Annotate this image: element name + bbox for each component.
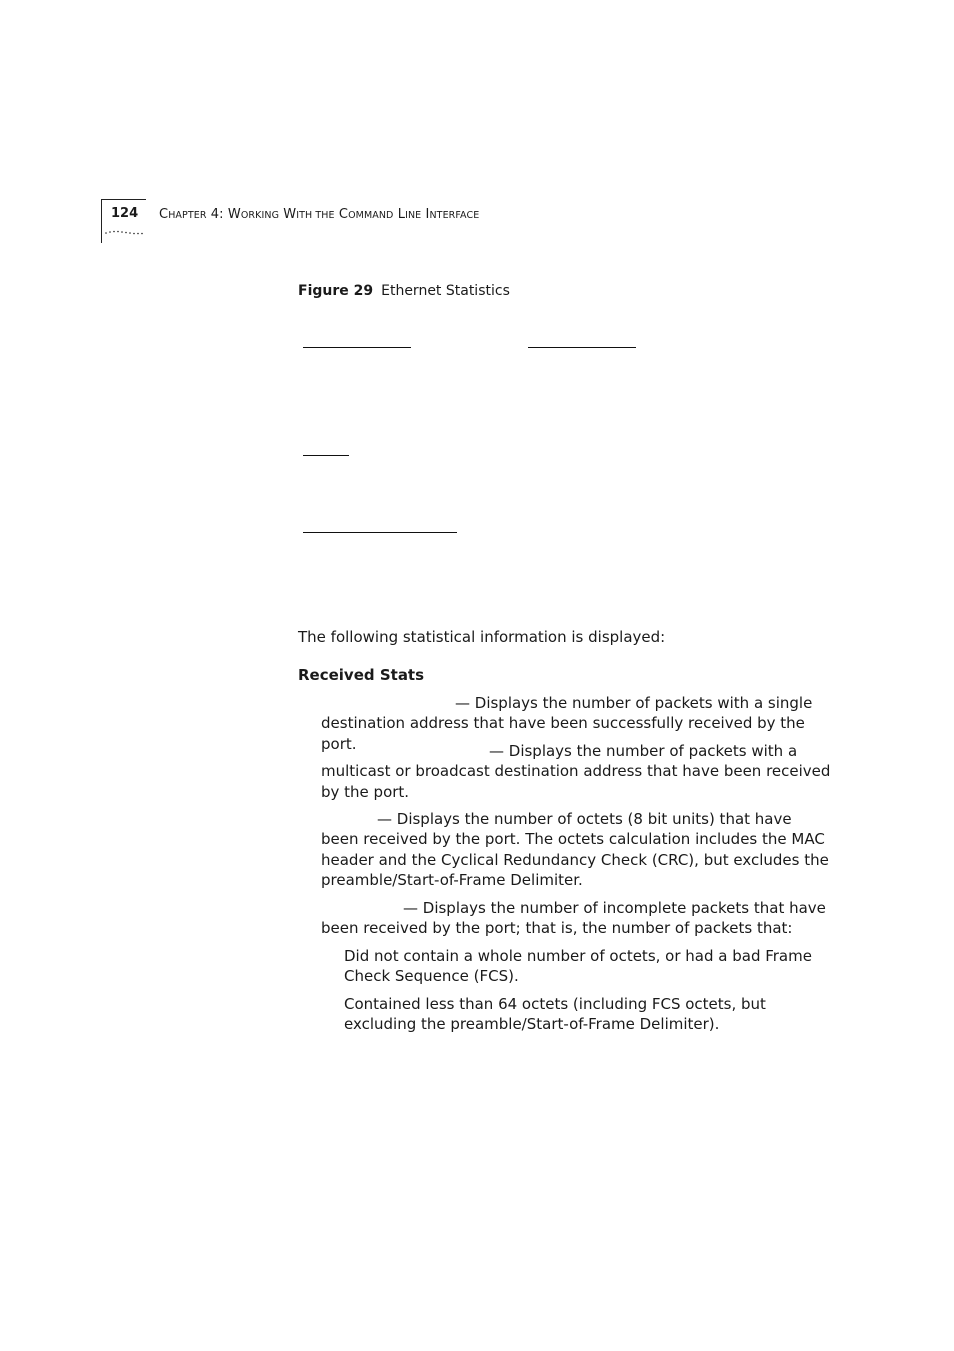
stat-item: — Displays the number of incomplete packets that have been received by the port; that is, the number of packets that:: [321, 899, 826, 938]
stat-item: — Displays the number of octets (8 bit units) that have been received by the port. The octets calculation includes the MAC header and the Cyclical Redundancy Check (CRC), but excludes the preamble/Start-of-Frame Delimiter.: [321, 810, 829, 889]
figure-rule-4: [303, 532, 457, 533]
stat-item: — Displays the number of packets with a single destination address that have been successfully received by the port.: [321, 694, 813, 753]
figure-rule-2: [528, 347, 636, 348]
section-heading: Received Stats: [298, 666, 425, 684]
page-number: 124: [111, 206, 139, 221]
figure-rule-3: [303, 455, 349, 456]
intro-paragraph: The following statistical information is displayed:: [298, 628, 666, 646]
figure-caption: [298, 283, 510, 299]
stat-item: — Displays the number of packets with a multicast or broadcast destination address that have been received by the port.: [321, 742, 831, 801]
running-header: CHAPTER 4: WORKING WITH THE COMMAND LINE INTERFACE: [159, 207, 480, 222]
sub-item: Did not contain a whole number of octets, or had a bad Frame Check Sequence (FCS).: [344, 947, 812, 986]
header-dotted-ornament: [104, 229, 146, 235]
figure-label: Figure 29: [298, 283, 374, 299]
sub-item: Contained less than 64 octets (including FCS octets, but excluding the preamble/Start-of-Frame Delimiter).: [344, 995, 766, 1034]
figure-rule-1: [303, 347, 411, 348]
figure-title: Ethernet Statistics: [381, 283, 510, 299]
